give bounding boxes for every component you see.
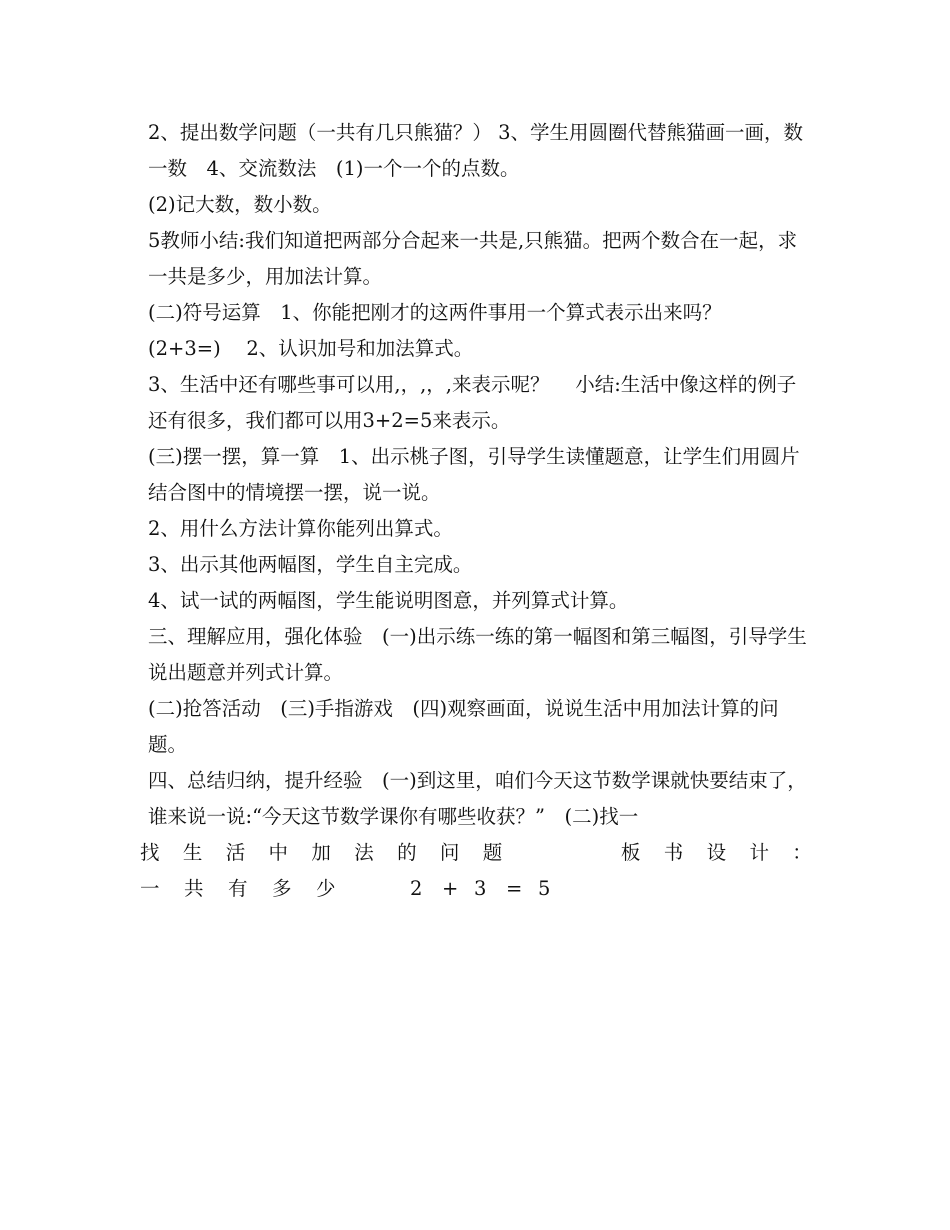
paragraph: 4、试一试的两幅图，学生能说明图意，并列算式计算。	[148, 589, 629, 612]
char: 找	[140, 841, 160, 864]
paragraph: 三、理解应用，强化体验 (一)出示练一练的第一幅图和第三幅图，引导学生说出题意并列式计算。	[148, 625, 807, 684]
paragraph: (三)摆一摆，算一算 1、出示桃子图，引导学生读懂题意，让学生们用圆片结合图中的情境摆一摆，说一说。	[148, 445, 800, 504]
char: 3	[474, 877, 487, 900]
paragraph: 2、提出数学问题（一共有几只熊猫？） 3、学生用圆圈代替熊猫画一画，数一数 4、交流数法 (1)一个一个的点数。	[148, 121, 804, 180]
char: 共	[184, 877, 204, 900]
char: 有	[228, 877, 248, 900]
char: 生	[182, 841, 203, 864]
char: =	[506, 877, 523, 900]
char: 设	[706, 841, 727, 864]
char: 活	[225, 841, 246, 864]
char: 加	[311, 841, 331, 864]
char: 计	[749, 841, 769, 864]
char: 法	[354, 841, 374, 864]
spacer	[526, 835, 598, 871]
char: 的	[397, 841, 417, 864]
paragraph: (2+3=) 2、认识加号和加法算式。	[148, 337, 474, 360]
spread-line-board-design	[140, 835, 812, 871]
spread-line-equation	[140, 871, 812, 907]
paragraph: 3、生活中还有哪些事可以用,，,，,来表示呢？ 小结:生活中像这样的例子还有很多，我们都可以用3+2=5来表示。	[148, 373, 797, 432]
paragraph: 四、总结归纳，提升经验 (一)到这里，咱们今天这节数学课就快要结束了，谁来说一说:“今天这节数学课你有哪些收获？” (二)找一	[148, 769, 807, 828]
char: 板	[620, 841, 641, 864]
paragraph: 3、出示其他两幅图，学生自主完成。	[148, 553, 473, 576]
paragraph: 2、用什么方法计算你能列出算式。	[148, 517, 453, 540]
char: 书	[663, 841, 684, 864]
document-body	[140, 115, 812, 907]
char: 中	[268, 841, 289, 864]
char: 5	[538, 877, 551, 900]
char: 题	[482, 841, 503, 864]
paragraph: (2)记大数，数小数。	[148, 193, 332, 216]
paragraph: 5教师小结:我们知道把两部分合起来一共是,只熊猫。把两个数合在一起，求一共是多少，用加法计算。	[148, 229, 798, 288]
char: 问	[439, 841, 460, 864]
paragraph: (二)抢答活动 (三)手指游戏 (四)观察画面，说说生活中用加法计算的问题。	[148, 697, 779, 756]
char: +	[442, 877, 459, 900]
char: 少	[316, 877, 336, 900]
spacer	[360, 871, 410, 907]
paragraph: (二)符号运算 1、你能把刚才的这两件事用一个算式表示出来吗？	[148, 301, 722, 324]
char: 一	[140, 877, 160, 900]
char: 2	[410, 877, 423, 900]
char: ：	[792, 841, 812, 864]
char: 多	[272, 877, 292, 900]
